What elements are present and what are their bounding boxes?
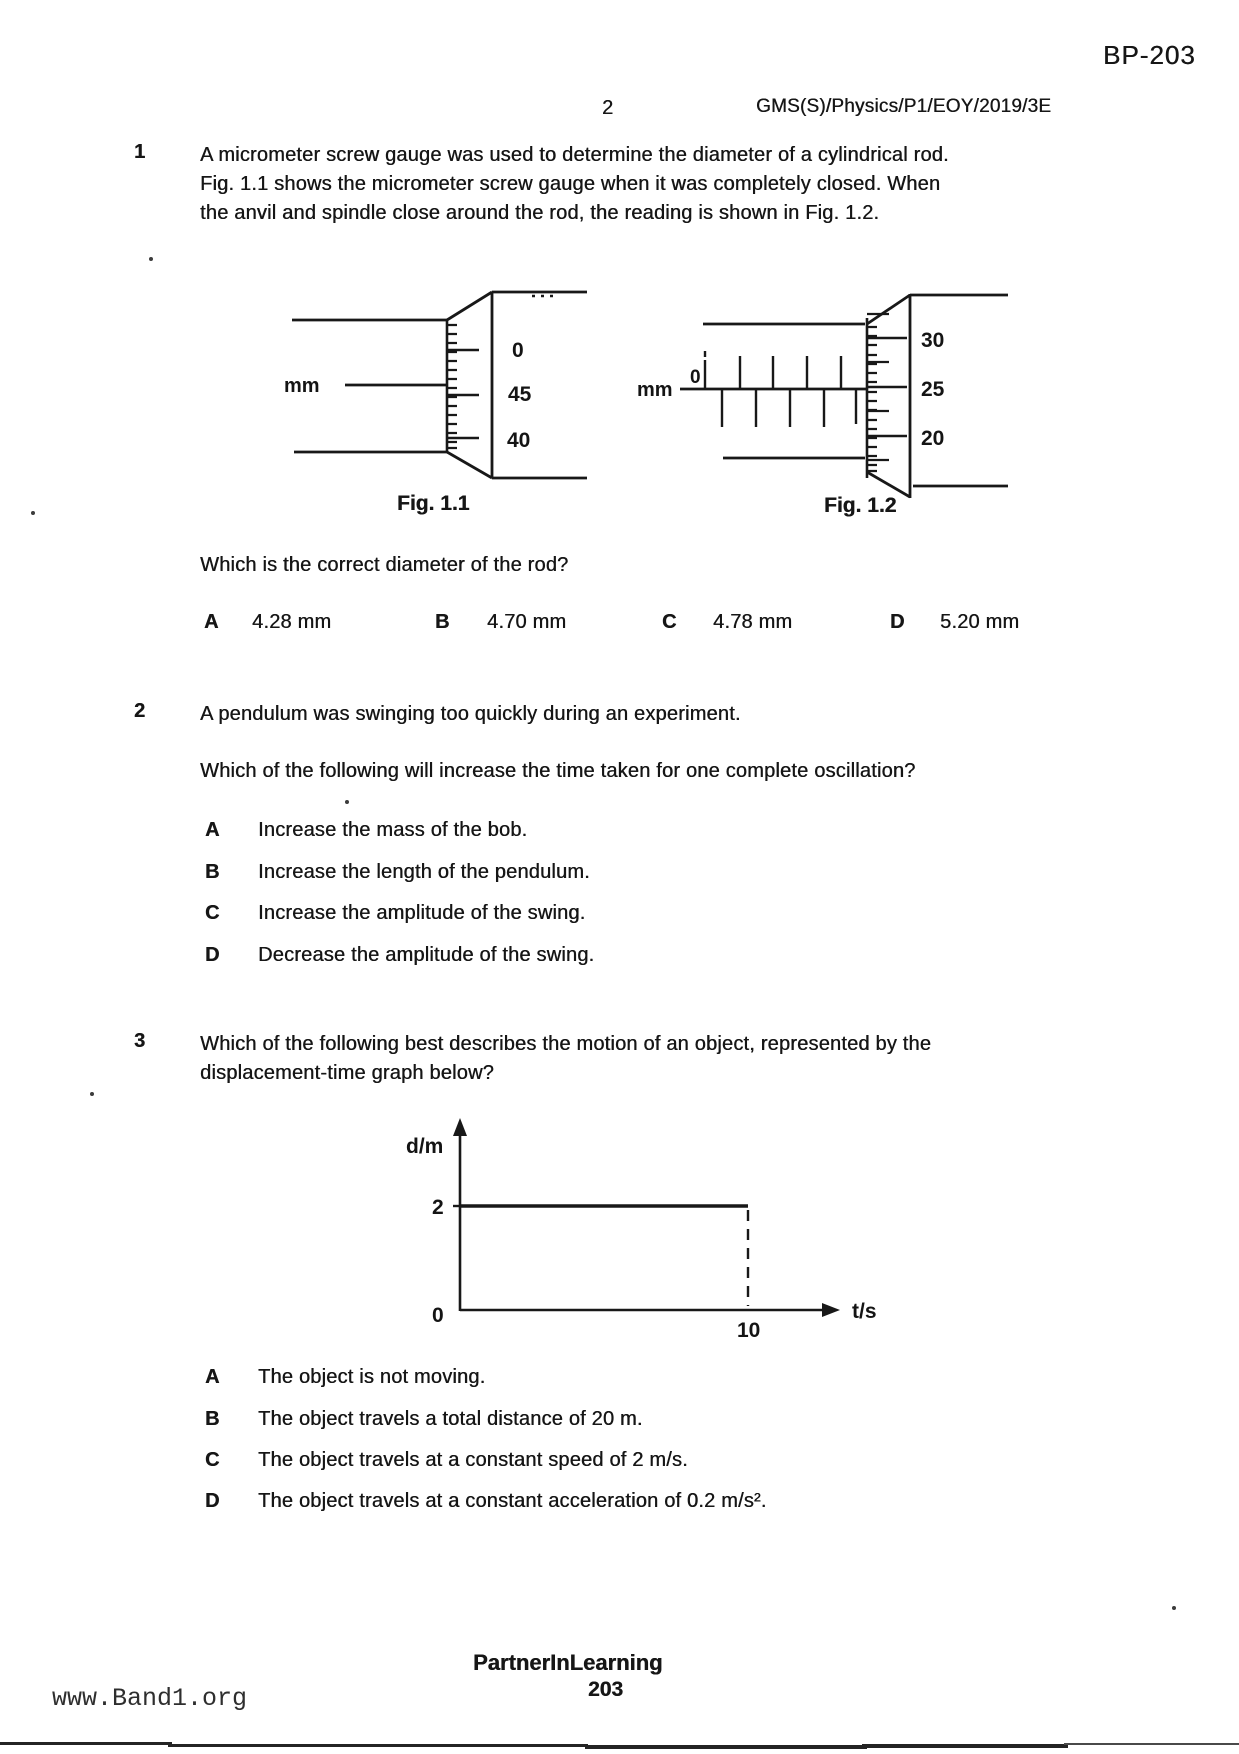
q3-option-letter: D — [205, 1490, 220, 1512]
q2-option-row — [205, 944, 594, 967]
fig1-unit-label: mm — [284, 375, 320, 397]
q1-line: Fig. 1.1 shows the micrometer screw gauge when it was completely closed. When — [200, 173, 941, 195]
q3-line: displacement-time graph below? — [200, 1062, 494, 1084]
q3-option-text: The object travels at a constant speed of 2 m/s. — [258, 1449, 688, 1471]
q1-line: the anvil and spindle close around the rod, the reading is shown in Fig. 1.2. — [200, 202, 880, 224]
fig1-thimble-value: 0 — [512, 339, 524, 362]
q2-statement: A pendulum was swinging too quickly during an experiment. — [200, 703, 741, 725]
q2-option-letter: B — [205, 861, 220, 883]
q3-option-text: The object travels at a constant acceleration of 0.2 m/s². — [258, 1490, 767, 1512]
q3-option-text: The object travels a total distance of 20 m. — [258, 1408, 643, 1430]
fig1-thimble-value: 45 — [508, 383, 532, 406]
footer-watermark: www.Band1.org — [52, 1684, 248, 1713]
fig-1-2-micrometer-diagram — [625, 255, 1020, 505]
fig2-sleeve-lines — [680, 324, 867, 458]
q1-line: A micrometer screw gauge was used to determine the diameter of a cylindrical rod. — [200, 144, 949, 166]
q1-option-letter: D — [890, 611, 905, 633]
fig2-sleeve-zero-label: 0 — [690, 367, 701, 388]
fig2-unit-label: mm — [637, 379, 673, 401]
fig-1-2-caption: Fig. 1.2 — [824, 494, 897, 517]
q1-statement — [200, 141, 949, 228]
scan-speck — [90, 1092, 94, 1096]
scan-speck — [345, 800, 349, 804]
fig2-thimble-value: 30 — [921, 329, 945, 352]
bottom-rule-segment — [585, 1745, 867, 1749]
q1-question: Which is the correct diameter of the rod? — [200, 554, 569, 576]
scan-speck — [31, 511, 35, 515]
bp-code: BP-203 — [1103, 40, 1196, 70]
fig2-main-scale-upper-ticks — [705, 351, 841, 389]
q3-line: Which of the following best describes the motion of an object, represented by the — [200, 1033, 932, 1055]
q1-option-value: 5.20 mm — [940, 611, 1020, 633]
q1-option-value: 4.28 mm — [252, 611, 332, 633]
q3-option-text: The object is not moving. — [258, 1366, 486, 1388]
footer-page-ref: 203 — [588, 1678, 624, 1701]
graph-y-axis-label: d/m — [406, 1135, 444, 1158]
scan-speck — [1172, 1606, 1176, 1610]
q1-option-letter: A — [204, 611, 219, 633]
scan-speck — [149, 257, 153, 261]
graph-x-axis-arrow — [822, 1303, 840, 1317]
q2-option-letter: C — [205, 902, 220, 924]
fig2-thimble-value: 20 — [921, 427, 945, 450]
q2-option-text: Increase the length of the pendulum. — [258, 861, 590, 883]
q3-statement — [200, 1030, 931, 1088]
q3-option-row — [205, 1366, 485, 1389]
q2-number: 2 — [134, 700, 146, 722]
q2-option-row — [205, 819, 527, 842]
q1-number: 1 — [134, 141, 146, 163]
q2-option-letter: A — [205, 819, 220, 841]
page-number: 2 — [602, 97, 614, 119]
bottom-rule-segment — [0, 1742, 172, 1745]
fig1-thimble-value: 40 — [507, 429, 531, 452]
q1-option-value: 4.70 mm — [487, 611, 567, 633]
q2-question: Which of the following will increase the time taken for one complete oscillation? — [200, 760, 916, 782]
q2-option-text: Increase the amplitude of the swing. — [258, 902, 586, 924]
q1-option-letter: C — [662, 611, 677, 633]
fig2-thimble-value: 25 — [921, 378, 945, 401]
doc-code: GMS(S)/Physics/P1/EOY/2019/3E — [756, 96, 1052, 117]
q1-option-value: 4.78 mm — [713, 611, 793, 633]
bottom-rule-segment — [168, 1744, 588, 1747]
fig2-thimble-major-ticks — [867, 338, 907, 436]
q3-number: 3 — [134, 1030, 146, 1052]
q2-option-letter: D — [205, 944, 220, 966]
graph-y-axis-arrow — [453, 1118, 467, 1136]
q2-option-row — [205, 902, 585, 925]
q2-option-text: Decrease the amplitude of the swing. — [258, 944, 595, 966]
q2-option-row — [205, 861, 590, 884]
bottom-rule-segment — [1064, 1743, 1239, 1745]
q1-option-letter: B — [435, 611, 450, 633]
graph-x-tick-label: 10 — [737, 1319, 761, 1342]
fig-1-1-caption: Fig. 1.1 — [397, 492, 470, 515]
q3-option-letter: B — [205, 1408, 220, 1430]
displacement-time-graph — [380, 1110, 890, 1355]
fig-1-1-micrometer-diagram — [250, 245, 610, 495]
q3-option-letter: A — [205, 1366, 220, 1388]
bottom-rule-segment — [862, 1744, 1068, 1748]
q3-option-row — [205, 1449, 688, 1472]
fig2-main-scale-lower-ticks — [722, 389, 856, 427]
graph-x-axis-label: t/s — [852, 1300, 877, 1323]
q3-option-row — [205, 1490, 767, 1513]
graph-origin-label: 0 — [432, 1304, 444, 1327]
fig1-ratchet-ticks — [447, 325, 457, 448]
graph-y-tick-label: 2 — [432, 1196, 444, 1219]
footer-partner-text: PartnerInLearning — [473, 1650, 663, 1675]
q2-option-text: Increase the mass of the bob. — [258, 819, 528, 841]
q3-option-letter: C — [205, 1449, 220, 1471]
fig2-ratchet-ticks — [867, 327, 877, 471]
q3-option-row — [205, 1408, 643, 1431]
